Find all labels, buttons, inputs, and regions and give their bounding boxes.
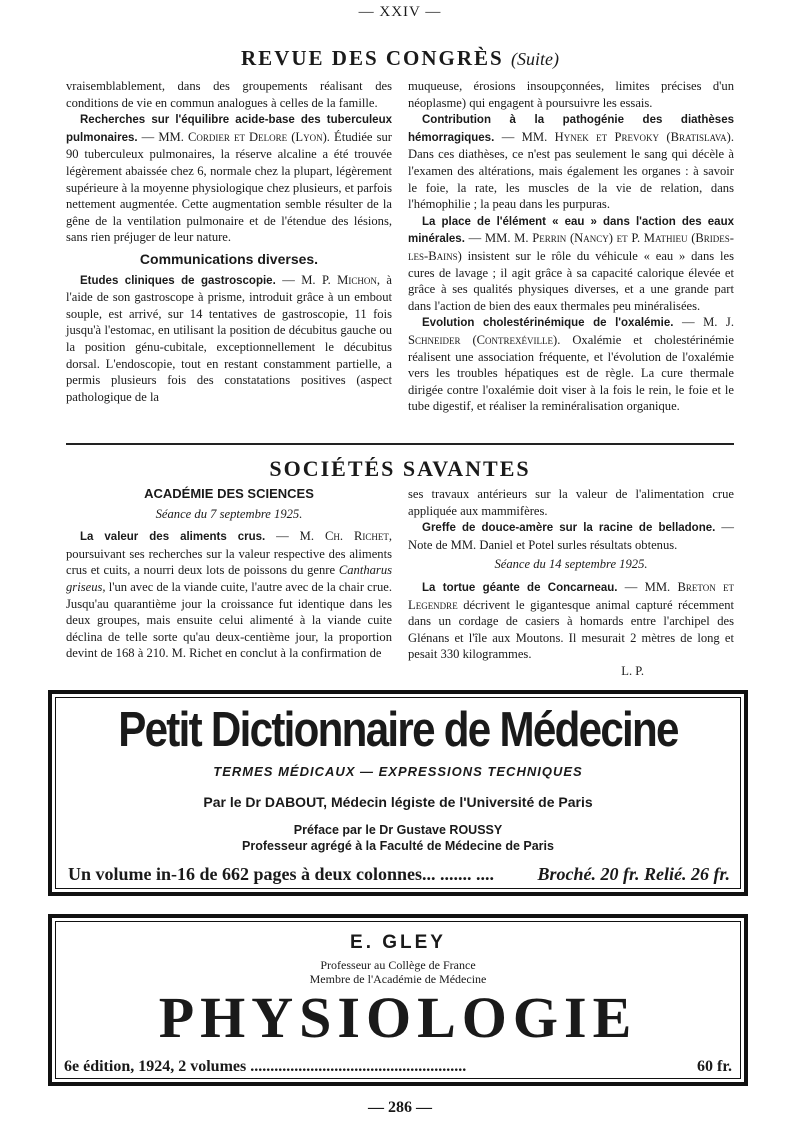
ad-affiliation-2: Membre de l'Académie de Médecine bbox=[309, 972, 487, 986]
article-eau bbox=[408, 213, 734, 315]
seance-date: Séance du 14 septembre 1925. bbox=[494, 557, 648, 572]
societes-title: SOCIÉTÉS SAVANTES bbox=[269, 456, 531, 481]
article-authors: — M. J. Schneider (Contrexéville). bbox=[408, 315, 734, 347]
article-aliments-crus bbox=[66, 528, 392, 662]
article-body: Étudiée sur 90 tuberculeux pulmonaires, la réserve alcaline a été trouvée légèrement abaissée chez 6, normale chez la plupart, légèrement supérieure à la moyenne physiologique chez plusieurs, et parfois nettement augmentée. Cette augmentation semble résulter de la gêne de la ventilation pulmonaire et de l'étendue des lésions, sans rien préjuger de leur nature. bbox=[66, 129, 392, 245]
ad-title: Petit Dictionnaire de Médecine bbox=[118, 703, 678, 757]
article-body: décrivent le gigantesque animal capturé récemment dans un cordage de casiers à homards entre l'archipel des Glénans et l'île aux Moutons. Il mesurait 2 mètres de long et pesait 330 kilogrammes. bbox=[408, 597, 734, 662]
section-title-text: REVUE DES CONGRÈS bbox=[241, 46, 504, 70]
societes-right-intro: ses travaux antérieurs sur la valeur de l'alimentation crue appliquée aux mammifères. bbox=[408, 487, 734, 518]
article-title: Etudes cliniques de gastroscopie. bbox=[80, 274, 276, 287]
ad-preface bbox=[52, 822, 744, 854]
ad-price-line: Broché. 20 fr. Relié. 26 fr. bbox=[537, 864, 730, 884]
societes-right-column bbox=[408, 486, 734, 680]
ad-format-row bbox=[68, 864, 730, 885]
societes-left-column bbox=[66, 486, 392, 662]
species-name: Cantharus griseus, bbox=[66, 563, 393, 594]
article-diatheses bbox=[408, 111, 734, 213]
congres-left-column bbox=[66, 78, 392, 405]
article-body: Oxalémie et cholestérinémie réalisent une association fréquente, et l'évolution de l'oxalémie vers les troubles hépatiques est de règle. La cure thermale dirigée contre l'oxalémie doit viser à la fois le rein, le foie et le tube digestif, et réaliser la reminéralisation organique. bbox=[408, 332, 734, 414]
article-title: La valeur des aliments crus. bbox=[80, 531, 266, 544]
ad-preface-line: Préface par le Dr Gustave ROUSSY bbox=[293, 823, 503, 837]
article-title: Contribution à la pathogénie des diathèses hémorragiques. bbox=[408, 114, 734, 144]
congres-right-intro: muqueuse, érosions insoupçonnées, limites précises d'un néoplasme) qui engagent à poursuivre les essais. bbox=[408, 79, 734, 110]
congres-left-intro: vraisemblablement, dans des groupements réalisant des conditions de vie en commun analogues à celles de la famille. bbox=[66, 79, 392, 110]
ad-format-line: Un volume in-16 de 662 pages à deux colonnes... ....... .... bbox=[68, 864, 495, 884]
ad-affiliation bbox=[52, 958, 744, 986]
article-authors: — MM. Breton et Legendre bbox=[408, 579, 734, 612]
article-body: l'un avec de la viande cuite, l'autre avec de la chair crue. Jusqu'au quarantième jour la croissance fut identique dans les deux groupes, mais ensuite celui alimenté à la viande cuite déclina de telle sorte qu'au deux-centième jour, la proportion devint de 168 à 210. M. Richet en conclut à la confirmation de bbox=[66, 579, 392, 661]
article-body: insistent sur le rôle du véhicule « eau » dans les cures de lavage ; il agit grâce à sa capacité calorique élevée et grâce à ses qualités physiques diverses, et a une grande part dans l'action de bien des eaux thermales peu minéralisées. bbox=[408, 248, 734, 313]
article-acide-base bbox=[66, 111, 392, 246]
ad-physiologie bbox=[48, 914, 748, 1086]
congres-right-column bbox=[408, 78, 734, 415]
ad-price: 60 fr. bbox=[697, 1058, 732, 1075]
ad-preface-role: Professeur agrégé à la Faculté de Médecine de Paris bbox=[242, 839, 554, 853]
ad-subtitle: TERMES MÉDICAUX — EXPRESSIONS TECHNIQUES bbox=[213, 764, 583, 779]
article-authors: — MM. M. Perrin (Nancy) et P. Mathieu (Brides-les-Bains) bbox=[408, 231, 734, 263]
article-title: Evolution cholestérinémique de l'oxalémie. bbox=[422, 317, 674, 330]
article-body: — Note de MM. Daniel et Potel surles résultats obtenus. bbox=[408, 520, 734, 552]
section-title bbox=[0, 46, 800, 71]
section-title-suffix: (Suite) bbox=[510, 49, 559, 69]
section-divider bbox=[66, 443, 734, 445]
ad-edition-row bbox=[64, 1058, 732, 1076]
ad-edition-line: 6e édition, 1924, 2 volumes ...................................................... bbox=[64, 1058, 467, 1075]
article-body: poursuivant ses recherches sur la valeur respective des aliments crus et cuits, a nourri deux lots de poissons du genre bbox=[66, 546, 392, 578]
page-roman-number: — XXIV — bbox=[358, 4, 442, 20]
article-authors: — MM. Hynek et Prevoky (Bratislava). bbox=[501, 129, 734, 144]
article-authors: — M. P. Michon, bbox=[282, 272, 380, 287]
article-authors: — M. Ch. Richet, bbox=[276, 529, 392, 544]
article-authors: — MM. Cordier et Delore (Lyon). bbox=[141, 129, 330, 144]
ad-author: E. GLEY bbox=[350, 932, 446, 953]
article-title: Greffe de douce-amère sur la racine de belladone. bbox=[422, 522, 716, 535]
article-gastroscopie bbox=[66, 272, 392, 406]
seance-date: Séance du 7 septembre 1925. bbox=[155, 506, 303, 521]
ad-author-line: Par le Dr DABOUT, Médecin légiste de l'Université de Paris bbox=[203, 794, 593, 810]
ad-title: PHYSIOLOGIE bbox=[158, 985, 638, 1050]
article-title: Recherches sur l'équilibre acide-base des tuberculeux pulmonaires. bbox=[66, 114, 392, 144]
article-greffe bbox=[408, 519, 734, 553]
article-title: La tortue géante de Concarneau. bbox=[422, 581, 618, 594]
subheading-communications: Communications diverses. bbox=[139, 250, 319, 267]
article-oxalemie bbox=[408, 314, 734, 415]
article-body: Dans ces diathèses, ce n'est pas seulement le sang qui décèle à l'examen des altérations, mais également les organes : à savoir le foie, la rate, les muscles de la vie de relation, dans l'hémophilie ; la peau dans les purpuras. bbox=[408, 147, 734, 212]
signature: L. P. bbox=[621, 663, 644, 678]
page-number: — 286 — bbox=[368, 1099, 432, 1116]
ad-dictionnaire bbox=[48, 690, 748, 896]
article-body: à l'aide de son gastroscope à prisme, introduit grâce à un embout souple, est arrivé, sur 14 tentatives de gastroscopie, 11 fois jusqu'à l'estomac, en utilisant la position de décubitus gauche ou la position génu-cubitale, exceptionnellement le décubitus dorsal. L'endoscopie, tout en restant constamment partielle, a permis plusieurs fois des constatations positives (aspect pathologique de la bbox=[66, 272, 392, 404]
article-title: La place de l'élément « eau » dans l'action des eaux minérales. bbox=[408, 215, 734, 246]
article-tortue bbox=[408, 579, 734, 663]
ad-affiliation-1: Professeur au Collège de France bbox=[320, 958, 476, 972]
academy-heading: ACADÉMIE DES SCIENCES bbox=[144, 486, 314, 501]
